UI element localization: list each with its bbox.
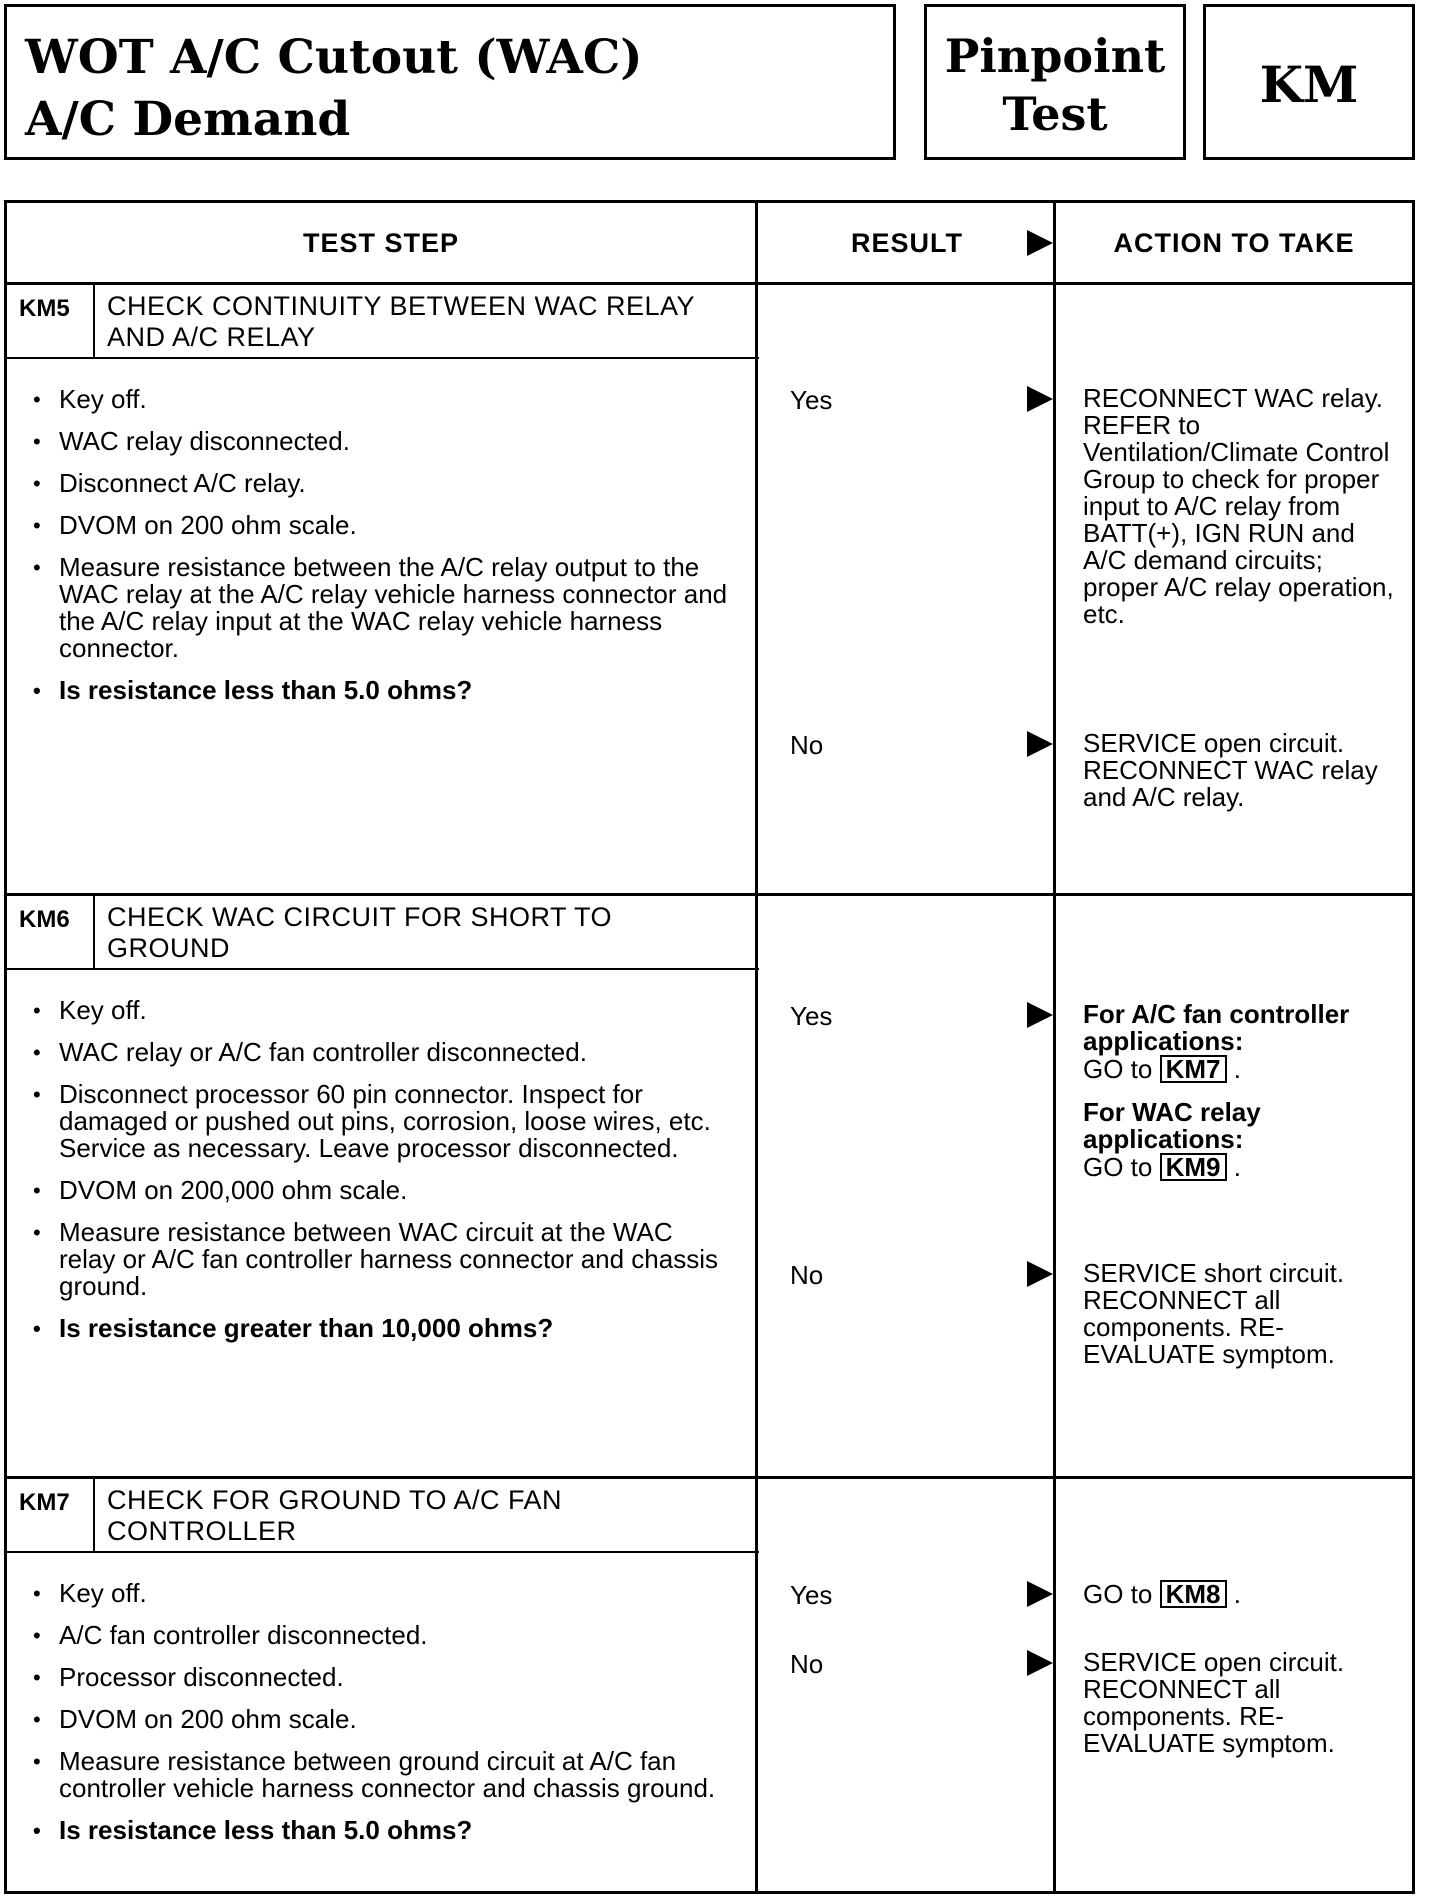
- test-label: Test: [1002, 87, 1108, 141]
- list-item: • Key off.: [33, 1578, 147, 1608]
- page-title-line2: A/C Demand: [25, 92, 351, 147]
- step-section-km6: [7, 896, 1412, 1476]
- step-title-divider: [7, 1551, 759, 1553]
- step-title: CHECK CONTINUITY BETWEEN WAC RELAY AND A/C RELAY: [107, 291, 695, 352]
- step-title: CHECK WAC CIRCUIT FOR SHORT TO GROUND: [107, 902, 613, 963]
- list-item: • DVOM on 200 ohm scale.: [33, 1704, 357, 1734]
- arrow-icon: [1027, 1650, 1053, 1676]
- test-code: KM: [1259, 55, 1359, 114]
- list-item: • Disconnect processor 60 pin connector. Inspect for damaged or pushed out pins, corrosion, loose wires, etc. Service as necessary. Leave processor disconnected.: [33, 1079, 711, 1163]
- list-item: • DVOM on 200 ohm scale.: [33, 510, 357, 540]
- result-yes: Yes: [790, 385, 833, 415]
- list-item: • Measure resistance between WAC circuit at the WAC relay or A/C fan controller harness connector and chassis ground.: [33, 1217, 719, 1301]
- test-code-box: [1203, 4, 1415, 160]
- action-no: SERVICE open circuit. RECONNECT all components. RE-EVALUATE symptom.: [1083, 1647, 1345, 1758]
- action-no: SERVICE short circuit. RECONNECT all components. RE-EVALUATE symptom.: [1083, 1258, 1345, 1369]
- step-id-divider: [93, 896, 95, 968]
- arrow-icon: [1027, 731, 1053, 757]
- list-item: • DVOM on 200,000 ohm scale.: [33, 1175, 408, 1205]
- pinpoint-label: Pinpoint: [944, 29, 1166, 83]
- action-no: SERVICE open circuit. RECONNECT WAC relay and A/C relay.: [1083, 728, 1378, 812]
- list-item: • Key off.: [33, 995, 147, 1025]
- step-title: CHECK FOR GROUND TO A/C FAN CONTROLLER: [107, 1485, 563, 1546]
- step-section-km5: [7, 285, 1412, 893]
- step-id-divider: [93, 1479, 95, 1551]
- action-yes: For A/C fan controller applications: GO to KM7 . For WAC relay applications: GO to KM9 .: [1083, 999, 1350, 1182]
- step-instructions: [29, 1580, 729, 1859]
- question-item: • Is resistance greater than 10,000 ohms?: [33, 1313, 554, 1343]
- list-item: • Key off.: [33, 384, 147, 414]
- list-item: • A/C fan controller disconnected.: [33, 1620, 428, 1650]
- step-id: KM5: [19, 295, 70, 322]
- arrow-icon: [1027, 1261, 1053, 1287]
- result-no: No: [790, 730, 824, 760]
- arrow-icon: [1027, 1581, 1053, 1607]
- step-id: KM6: [19, 906, 70, 933]
- action-yes: RECONNECT WAC relay. REFER to Ventilation/Climate Control Group to check for proper input to A/C relay from BATT(+), IGN RUN and A/C demand circuits; proper A/C relay operation, etc.: [1083, 383, 1394, 629]
- result-yes: Yes: [790, 1580, 833, 1610]
- column-header-action: ACTION TO TAKE: [1113, 227, 1355, 258]
- step-id: KM7: [19, 1489, 70, 1516]
- ref-km8-link[interactable]: KM8: [1160, 1580, 1227, 1608]
- step-instructions: [29, 386, 729, 719]
- question-item: • Is resistance less than 5.0 ohms?: [33, 1815, 473, 1845]
- result-yes: Yes: [790, 1001, 833, 1031]
- list-item: • Processor disconnected.: [33, 1662, 344, 1692]
- title-box: [4, 4, 896, 160]
- arrow-icon: [1027, 386, 1053, 412]
- ref-km7-link[interactable]: KM7: [1160, 1055, 1227, 1083]
- list-item: • WAC relay disconnected.: [33, 426, 350, 456]
- column-header-test-step: TEST STEP: [302, 227, 460, 258]
- page-title-line1: WOT A/C Cutout (WAC): [25, 30, 643, 85]
- result-no: No: [790, 1260, 824, 1290]
- ref-km9-link[interactable]: KM9: [1160, 1153, 1227, 1181]
- wac-relay-heading: For WAC relay applications:: [1083, 1097, 1261, 1154]
- list-item: • Disconnect A/C relay.: [33, 468, 306, 498]
- step-id-divider: [93, 285, 95, 357]
- arrow-icon: [1027, 1002, 1053, 1028]
- pinpoint-table: [4, 200, 1415, 1894]
- list-item: • WAC relay or A/C fan controller disconnected.: [33, 1037, 587, 1067]
- action-yes: GO to KM8 .: [1083, 1579, 1241, 1609]
- fan-controller-heading: For A/C fan controller applications:: [1083, 999, 1350, 1056]
- column-header-result: RESULT: [851, 227, 963, 258]
- step-section-km7: [7, 1479, 1412, 1891]
- step-title-divider: [7, 968, 759, 970]
- result-no: No: [790, 1649, 824, 1679]
- step-instructions: [29, 997, 729, 1357]
- pinpoint-test-box: [924, 4, 1186, 160]
- list-item: • Measure resistance between ground circuit at A/C fan controller vehicle harness connector and chassis ground.: [33, 1746, 716, 1803]
- question-item: • Is resistance less than 5.0 ohms?: [33, 675, 473, 705]
- arrow-icon: [1027, 230, 1053, 256]
- list-item: • Measure resistance between the A/C relay output to the WAC relay at the A/C relay vehicle harness connector and the A/C relay input at the WAC relay vehicle harness connector.: [33, 552, 728, 663]
- step-title-divider: [7, 357, 759, 359]
